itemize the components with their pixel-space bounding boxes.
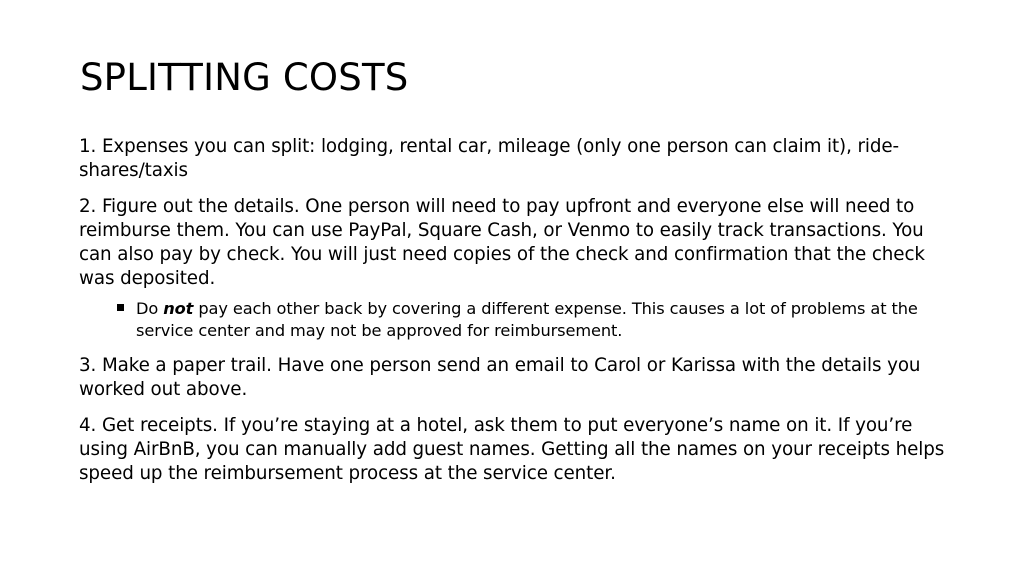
item-expenses: 1. Expenses you can split: lodging, rental car, mileage (only one person can claim it), ride-shares/taxis [79,136,900,181]
sub-bullet-emphasis: not [163,299,194,318]
sub-bullet-text-end: pay each other back by covering a different expense. This causes a lot of problems at the service center and may not be approved for reimbursement. [136,299,918,340]
slide-body [79,135,959,498]
item-details: 2. Figure out the details. One person will need to pay upfront and everyone else will need to reimburse them. You can use PayPal, Square Cash, or Venmo to easily track transactions. You can also pay by check. You will just need copies of the check and confirmation that the check was deposited. [79,196,925,289]
slide-title: SPLITTING COSTS [80,56,409,99]
item-receipts: 4. Get receipts. If you’re staying at a hotel, ask them to put everyone’s name on it. If you’re using AirBnB, you can manually add guest names. Getting all the names on your receipts helps speed up the reimbursement process at the service center. [79,415,945,484]
item-paper-trail: 3. Make a paper trail. Have one person send an email to Carol or Karissa with the details you worked out above. [79,355,921,400]
sub-bullet-text-start: Do [136,299,164,318]
sub-bullet-item [79,298,959,342]
square-bullet-icon [117,304,124,311]
